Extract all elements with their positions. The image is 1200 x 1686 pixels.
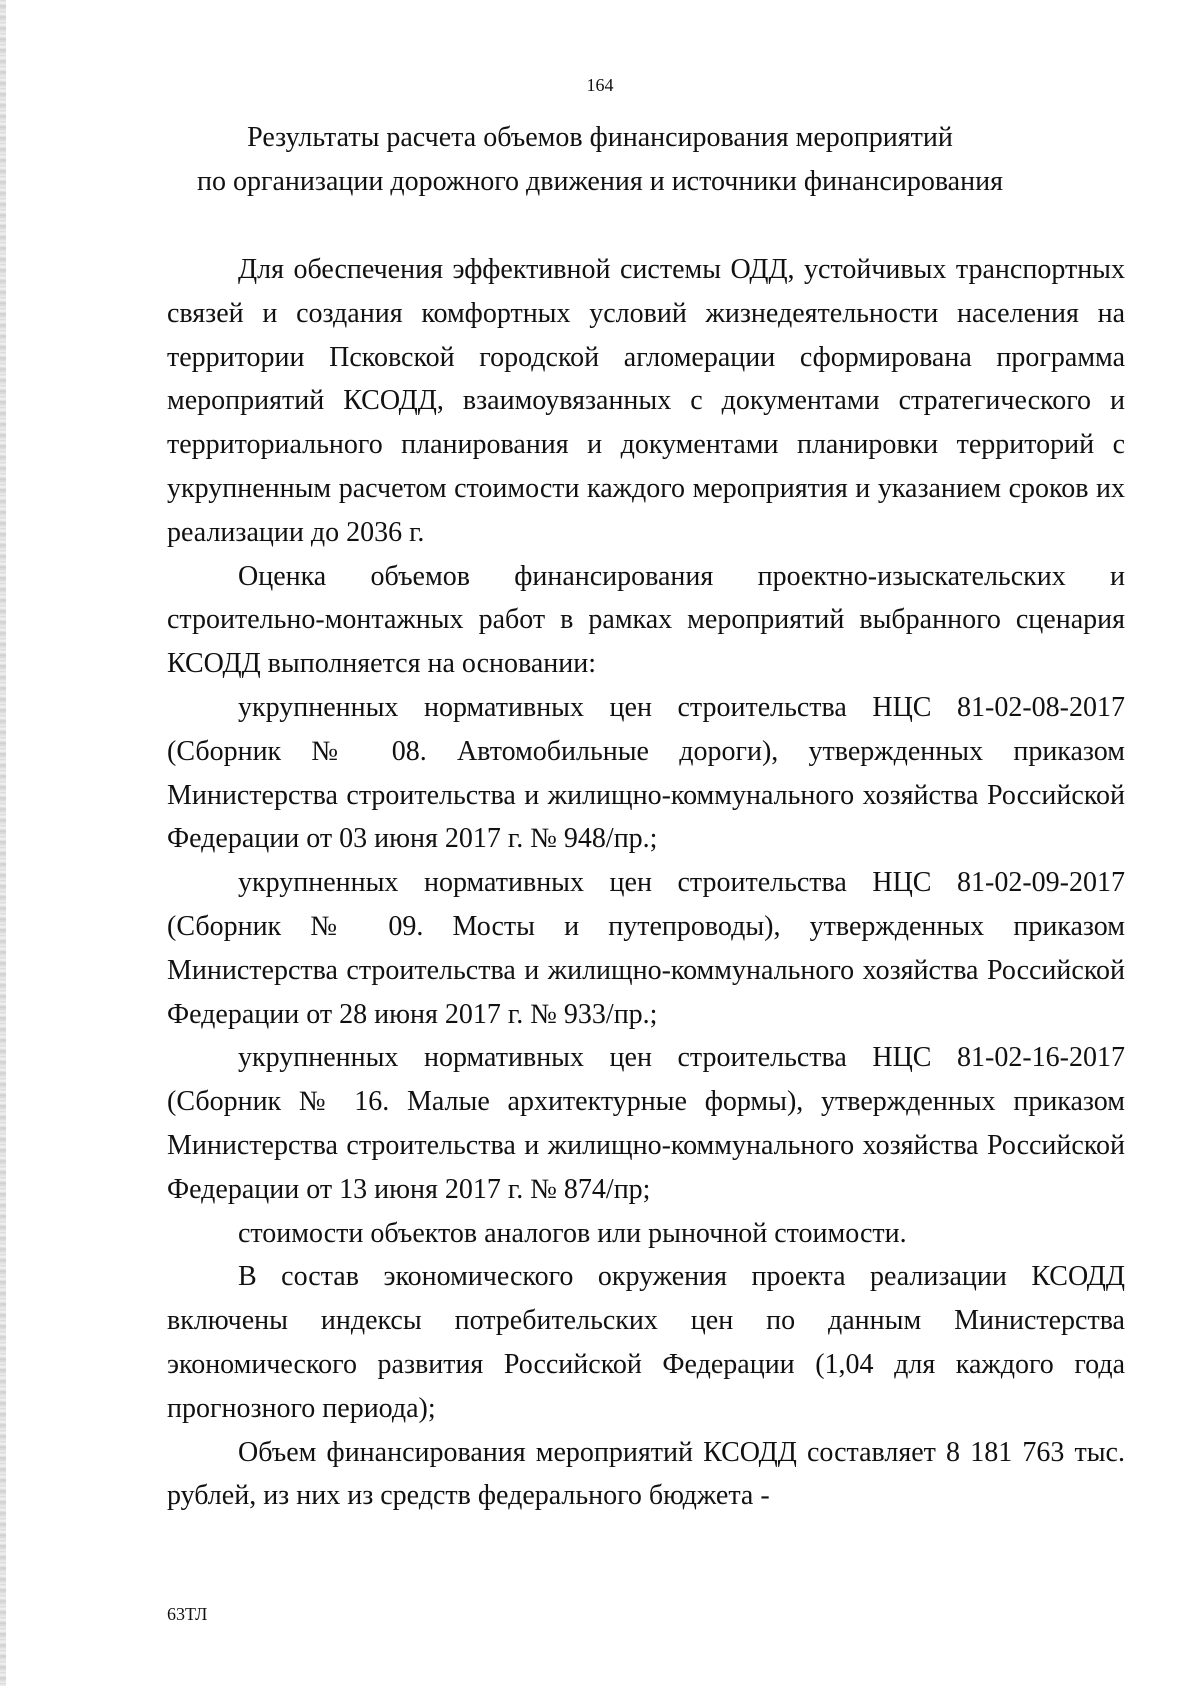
paragraph-economic-environment: В состав экономического окружения проекта реализации КСОДД включены индексы потребительских цен по данным Министерства экономического развития Российской Федерации (1,04 для каждого года прогнозного периода); [167, 1261, 1125, 1424]
list-item-ncs-08: укрупненных нормативных цен строительства НЦС 81-02-08-2017 (Сборник № 08. Автомобильные дороги), утвержденных приказом Министерства строительства и жилищно-коммунального хозяйства Российской Федерации от 03 июня 2017 г. № 948/пр.; [167, 691, 1125, 855]
footer-code: 63ТЛ [167, 1604, 208, 1624]
page-number: 164 [586, 75, 614, 95]
paragraph-intro: Для обеспечения эффективной системы ОДД, устойчивых транспортных связей и создания комфортных условий жизнедеятельности населения на территории Псковской городской агломерации сформирована программа мероприятий КСОДД, взаимоувязанных с документами стратегического и территориального планирования и документами планировки территорий с укрупненным расчетом стоимости каждого мероприятия и указанием сроков их реализации до 2036 г. [167, 254, 1125, 548]
scan-edge [0, 0, 6, 1686]
list-item-ncs-09: укрупненных нормативных цен строительства НЦС 81-02-09-2017 (Сборник № 09. Мосты и путепроводы), утвержденных приказом Министерства строительства и жилищно-коммунального хозяйства Российской Федерации от 28 июня 2017 г. № 933/пр.; [167, 867, 1125, 1030]
title-line-1: Результаты расчета объемов финансирования мероприятий [247, 122, 953, 153]
title-line-2: по организации дорожного движения и источники финансирования [197, 166, 1003, 197]
list-item-analogs: стоимости объектов аналогов или рыночной стоимости. [238, 1217, 907, 1249]
paragraph-assessment: Оценка объемов финансирования проектно-изыскательских и строительно-монтажных работ в рамках мероприятий выбранного сценария КСОДД выполняется на основании: [167, 560, 1125, 680]
body-text [167, 248, 1125, 1518]
list-item-ncs-16: укрупненных нормативных цен строительства НЦС 81-02-16-2017 (Сборник № 16. Малые архитектурные формы), утвержденных приказом Министерства строительства и жилищно-коммунального хозяйства Российской Федерации от 13 июня 2017 г. № 874/пр; [167, 1042, 1125, 1205]
paragraph-financing-volume: Объем финансирования мероприятий КСОДД составляет 8 181 763 тыс. рублей, из них из средств федерального бюджета - [167, 1436, 1125, 1512]
section-title [150, 116, 1050, 204]
